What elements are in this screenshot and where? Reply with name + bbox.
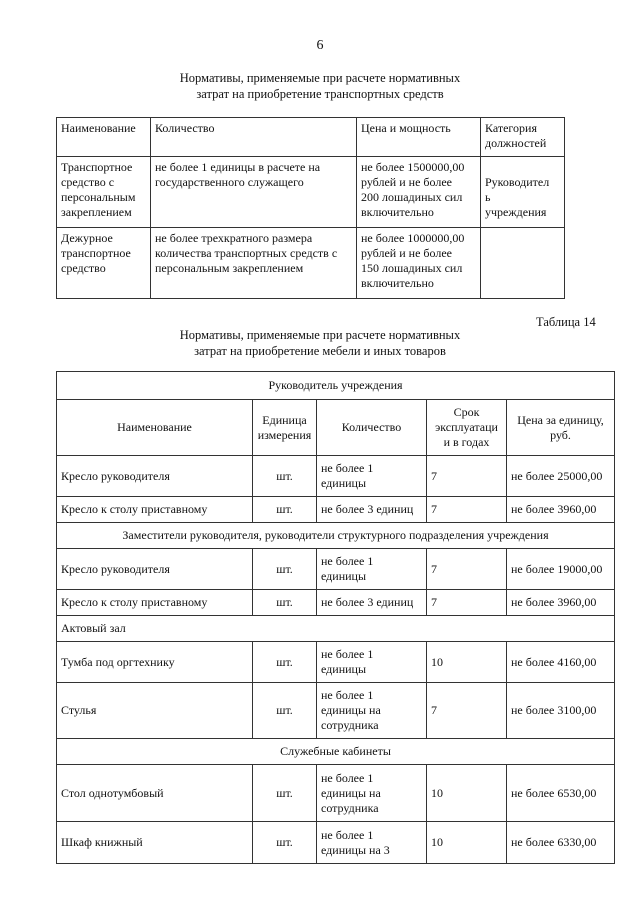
header-category: Категория должностей	[481, 118, 565, 157]
table-header-row	[57, 118, 565, 157]
cell-price: не более 25000,00	[507, 456, 615, 497]
cell-line: не более 1	[321, 827, 374, 842]
cell-price: не более 19000,00	[507, 549, 615, 590]
section-row	[57, 739, 615, 765]
cell-unit: шт.	[253, 765, 317, 822]
cell-line: Дежурное	[61, 231, 113, 245]
header-quantity: Количество	[151, 118, 357, 157]
cell-term: 7	[427, 549, 507, 590]
cell-line: Руководител	[485, 175, 550, 189]
cell-quantity: не более 3 единиц	[317, 590, 427, 616]
cell-name: Кресло руководителя	[57, 456, 253, 497]
cell-quantity	[317, 456, 427, 497]
cell-line: 200 лошадиных сил	[361, 190, 463, 204]
cell-line: 150 лошадиных сил	[361, 261, 463, 275]
cell-line: единицы	[321, 662, 367, 676]
header-line: и в годах	[443, 435, 490, 449]
cell-line: не более 1	[321, 770, 374, 785]
cell-price: не более 3960,00	[507, 590, 615, 616]
cell-quantity	[151, 228, 357, 299]
cell-term: 7	[427, 456, 507, 497]
cell-name: Кресло к столу приставному	[57, 497, 253, 523]
header-term	[427, 400, 507, 456]
table-row	[57, 549, 615, 590]
cell-line: персональным закреплением	[155, 261, 304, 275]
cell-line: средство	[61, 261, 106, 275]
cell-line: не более 1	[321, 461, 374, 475]
cell-line: не более 1500000,00	[361, 160, 465, 174]
section-title: Заместители руководителя, руководители структурного подразделения учреждения	[57, 523, 615, 549]
table-row	[57, 456, 615, 497]
cell-term: 7	[427, 497, 507, 523]
table-row	[57, 822, 615, 864]
cell-unit: шт.	[253, 683, 317, 739]
cell-line: не более 1	[321, 688, 374, 702]
header-line: эксплуатаци	[435, 420, 498, 434]
header-line: измерения	[257, 427, 312, 442]
cell-line: средство с	[61, 175, 115, 189]
table2-caption	[0, 327, 640, 359]
cell-line: рублей и не более	[361, 246, 452, 260]
cell-line: Транспортное	[61, 160, 133, 174]
cell-line: транспортное	[61, 246, 131, 260]
caption-line: Нормативы, применяемые при расчете нормативных	[179, 71, 461, 85]
cell-unit: шт.	[253, 642, 317, 683]
cell-line: единицы на 3	[321, 842, 390, 857]
cell-line: включительно	[361, 276, 434, 290]
section-row	[57, 372, 615, 400]
caption-line: затрат на приобретение транспортных средств	[196, 87, 444, 101]
cell-quantity	[317, 683, 427, 739]
cell-term: 10	[427, 765, 507, 822]
header-line: Единица	[262, 412, 307, 427]
header-price	[507, 400, 615, 456]
cell-line: персональным	[61, 190, 136, 204]
cell-name: Кресло к столу приставному	[57, 590, 253, 616]
section-title: Актовый зал	[57, 616, 615, 642]
cell-line: сотрудника	[321, 800, 379, 815]
page-number: 6	[316, 38, 324, 53]
cell-line: сотрудника	[321, 718, 379, 732]
cell-category	[481, 157, 565, 228]
transport-norms-table	[56, 117, 565, 299]
header-line: Срок	[453, 405, 480, 419]
cell-line: единицы	[321, 569, 367, 583]
cell-term: 10	[427, 822, 507, 864]
table-number: Таблица 14	[536, 315, 596, 329]
header-line: Цена за единицу,	[517, 412, 604, 427]
cell-name: Стулья	[57, 683, 253, 739]
caption-line: Нормативы, применяемые при расчете нормативных	[179, 328, 461, 342]
cell-name: Тумба под оргтехнику	[57, 642, 253, 683]
cell-line: не более 1	[321, 647, 374, 661]
cell-line: количества транспортных средств с	[155, 246, 338, 260]
cell-name	[57, 157, 151, 228]
cell-unit: шт.	[253, 497, 317, 523]
cell-line: не более 1000000,00	[361, 231, 465, 245]
cell-quantity: не более 3 единиц	[317, 497, 427, 523]
cell-price: не более 4160,00	[507, 642, 615, 683]
cell-term: 10	[427, 642, 507, 683]
cell-price: не более 3960,00	[507, 497, 615, 523]
table-row	[57, 228, 565, 299]
cell-line: рублей и не более	[361, 175, 452, 189]
cell-line: единицы на	[321, 785, 381, 800]
table-header-row	[57, 400, 615, 456]
cell-quantity	[317, 822, 427, 864]
cell-line: закреплением	[61, 205, 132, 219]
header-line: руб.	[550, 427, 571, 442]
table-row	[57, 683, 615, 739]
cell-line: не более трехкратного размера	[155, 231, 313, 245]
cell-quantity	[317, 642, 427, 683]
table-row	[57, 765, 615, 822]
cell-line: не более 1 единицы в расчете на	[155, 160, 321, 174]
cell-unit: шт.	[253, 590, 317, 616]
cell-unit: шт.	[253, 456, 317, 497]
cell-price	[357, 157, 481, 228]
cell-line: государственного служащего	[155, 175, 304, 189]
section-row	[57, 523, 615, 549]
cell-price: не более 6530,00	[507, 765, 615, 822]
cell-name: Шкаф книжный	[57, 822, 253, 864]
header-price-power: Цена и мощность	[357, 118, 481, 157]
header-name: Наименование	[57, 400, 253, 456]
cell-line: не более 1	[321, 554, 374, 568]
cell-line: единицы	[321, 476, 367, 490]
section-title: Служебные кабинеты	[57, 739, 615, 765]
cell-line: учреждения	[485, 205, 547, 219]
table-row	[57, 497, 615, 523]
cell-line: ь	[485, 190, 491, 204]
table-row	[57, 590, 615, 616]
furniture-norms-table	[56, 371, 615, 864]
cell-name	[57, 228, 151, 299]
header-unit	[253, 400, 317, 456]
cell-name: Стол однотумбовый	[57, 765, 253, 822]
cell-price: не более 3100,00	[507, 683, 615, 739]
table-row	[57, 642, 615, 683]
cell-quantity	[317, 549, 427, 590]
cell-quantity	[317, 765, 427, 822]
cell-name: Кресло руководителя	[57, 549, 253, 590]
cell-unit: шт.	[253, 822, 317, 864]
cell-quantity	[151, 157, 357, 228]
caption-line: затрат на приобретение мебели и иных товаров	[194, 344, 446, 358]
cell-unit: шт.	[253, 549, 317, 590]
cell-term: 7	[427, 590, 507, 616]
section-row	[57, 616, 615, 642]
header-name: Наименование	[57, 118, 151, 157]
cell-category-empty	[481, 228, 565, 299]
table-row	[57, 157, 565, 228]
table1-caption	[0, 70, 640, 102]
cell-line: единицы на	[321, 703, 381, 717]
cell-price	[357, 228, 481, 299]
section-title: Руководитель учреждения	[57, 372, 615, 400]
cell-price: не более 6330,00	[507, 822, 615, 864]
cell-term: 7	[427, 683, 507, 739]
cell-line: включительно	[361, 205, 434, 219]
header-quantity: Количество	[317, 400, 427, 456]
